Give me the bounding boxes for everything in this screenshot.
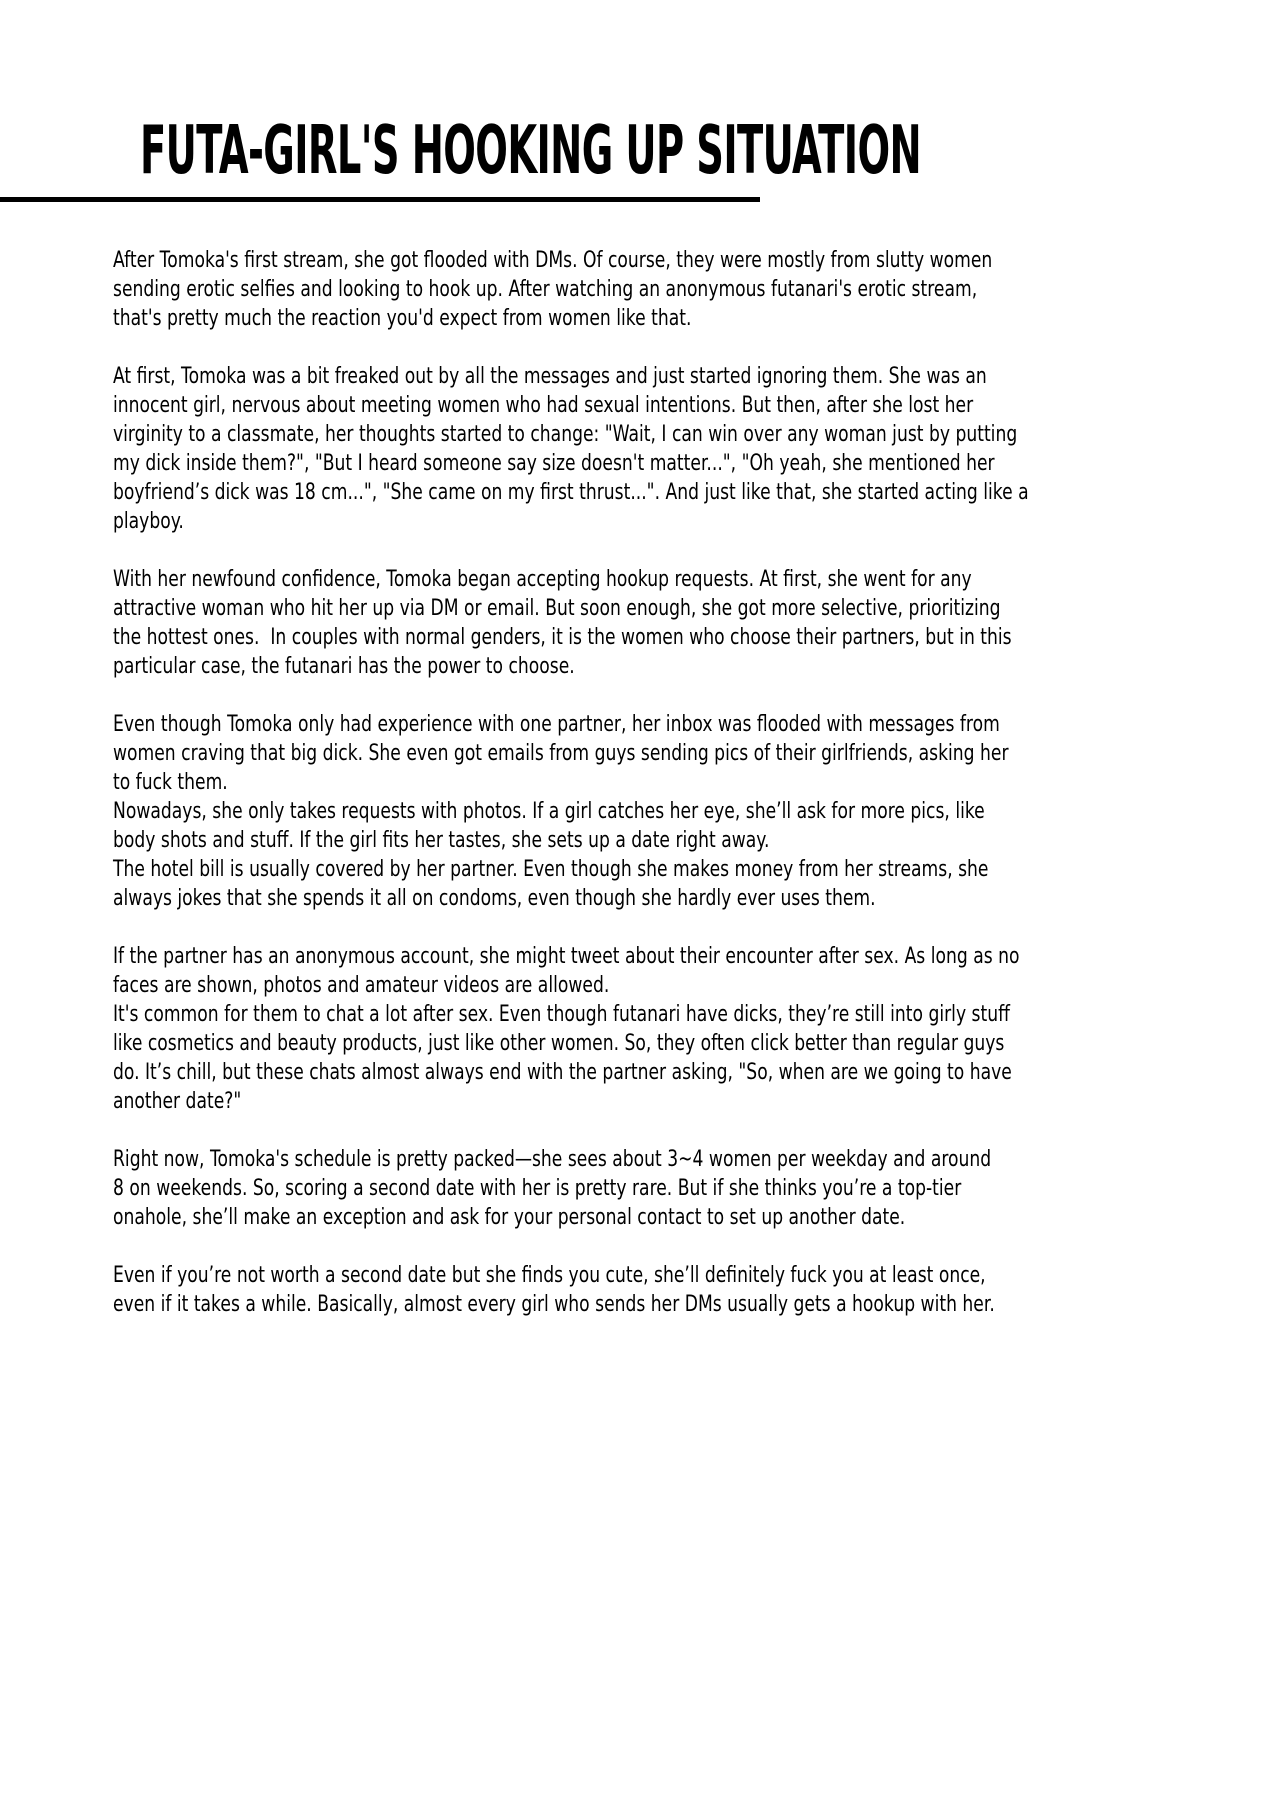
paragraph [113,246,1023,333]
paragraph-line: my dick inside them?", "But I heard someone say size doesn't matter...", "Oh yeah, she mentioned her [113,451,995,477]
paragraph-line: women craving that big dick. She even got emails from guys sending pics of their girlfriends, asking her [113,741,1009,767]
document-body [113,246,1280,1319]
paragraph-line: do. It’s chill, but these chats almost always end with the partner asking, "So, when are we going to have [113,1060,1012,1086]
paragraph [113,1145,1023,1232]
paragraph-line: virginity to a classmate, her thoughts started to change: "Wait, I can win over any woman just by putting [113,422,1018,448]
paragraph-line: attractive woman who hit her up via DM or email. But soon enough, she got more selective, prioritizing [113,596,1001,622]
paragraph [113,362,1029,536]
paragraph-line: always jokes that she spends it all on condoms, even though she hardly ever uses them. [113,886,876,912]
document-header [0,0,1280,202]
paragraph-line: particular case, the futanari has the power to choose. [113,654,575,680]
paragraph-line: onahole, she’ll make an exception and ask for your personal contact to set up another date. [113,1205,906,1231]
paragraph-line: like cosmetics and beauty products, just like other women. So, they often click better than regular guys [113,1031,1005,1057]
paragraph-line: to fuck them. [113,770,228,796]
paragraph-line: faces are shown, photos and amateur videos are allowed. [113,973,610,999]
paragraph-line: the hottest ones. In couples with normal genders, it is the women who choose their partners, but in this [113,625,1012,651]
paragraph [113,942,1023,1116]
paragraph [113,710,1023,913]
paragraph-line: that's pretty much the reaction you'd expect from women like that. [113,306,692,332]
paragraph-line: another date?" [113,1089,242,1115]
paragraph-line: At first, Tomoka was a bit freaked out by all the messages and just started ignoring them. She was an [113,364,987,390]
paragraph-line: If the partner has an anonymous account, she might tweet about their encounter after sex. As long as no [113,944,1020,970]
page-title: FUTA-GIRL'S HOOKING UP SITUATION [140,112,922,190]
paragraph-line: It's common for them to chat a lot after sex. Even though futanari have dicks, they’re still into girly stuff [113,1002,1010,1028]
paragraph-line: playboy. [113,509,184,535]
paragraph-line: Even though Tomoka only had experience with one partner, her inbox was flooded with messages from [113,712,1000,738]
title-underline [0,197,760,202]
paragraph-line: body shots and stuff. If the girl fits her tastes, she sets up a date right away. [113,828,770,854]
paragraph-line: Right now, Tomoka's schedule is pretty packed—she sees about 3~4 women per weekday and around [113,1147,992,1173]
paragraph-line: Even if you’re not worth a second date but she finds you cute, she’ll definitely fuck you at least once, [113,1263,986,1289]
paragraph-line: The hotel bill is usually covered by her partner. Even though she makes money from her streams, she [113,857,989,883]
paragraph-line: innocent girl, nervous about meeting women who had sexual intentions. But then, after she lost her [113,393,974,419]
paragraph-line: Nowadays, she only takes requests with photos. If a girl catches her eye, she’ll ask for more pics, like [113,799,985,825]
paragraph-line: With her newfound confidence, Tomoka began accepting hookup requests. At first, she went for any [113,567,972,593]
paragraph-line: even if it takes a while. Basically, almost every girl who sends her DMs usually gets a hookup with her. [113,1292,995,1318]
paragraph-line: sending erotic selfies and looking to hook up. After watching an anonymous futanari's erotic stream, [113,277,978,303]
paragraph-line: After Tomoka's first stream, she got flooded with DMs. Of course, they were mostly from slutty women [113,248,993,274]
paragraph [113,1261,1023,1319]
paragraph-container [113,246,1029,1319]
paragraph-line: 8 on weekends. So, scoring a second date with her is pretty rare. But if she thinks you’re a top-tier [113,1176,962,1202]
paragraph [113,565,1023,681]
paragraph-line: boyfriend’s dick was 18 cm...", "She came on my first thrust...". And just like that, she started acting like a [113,480,1029,506]
